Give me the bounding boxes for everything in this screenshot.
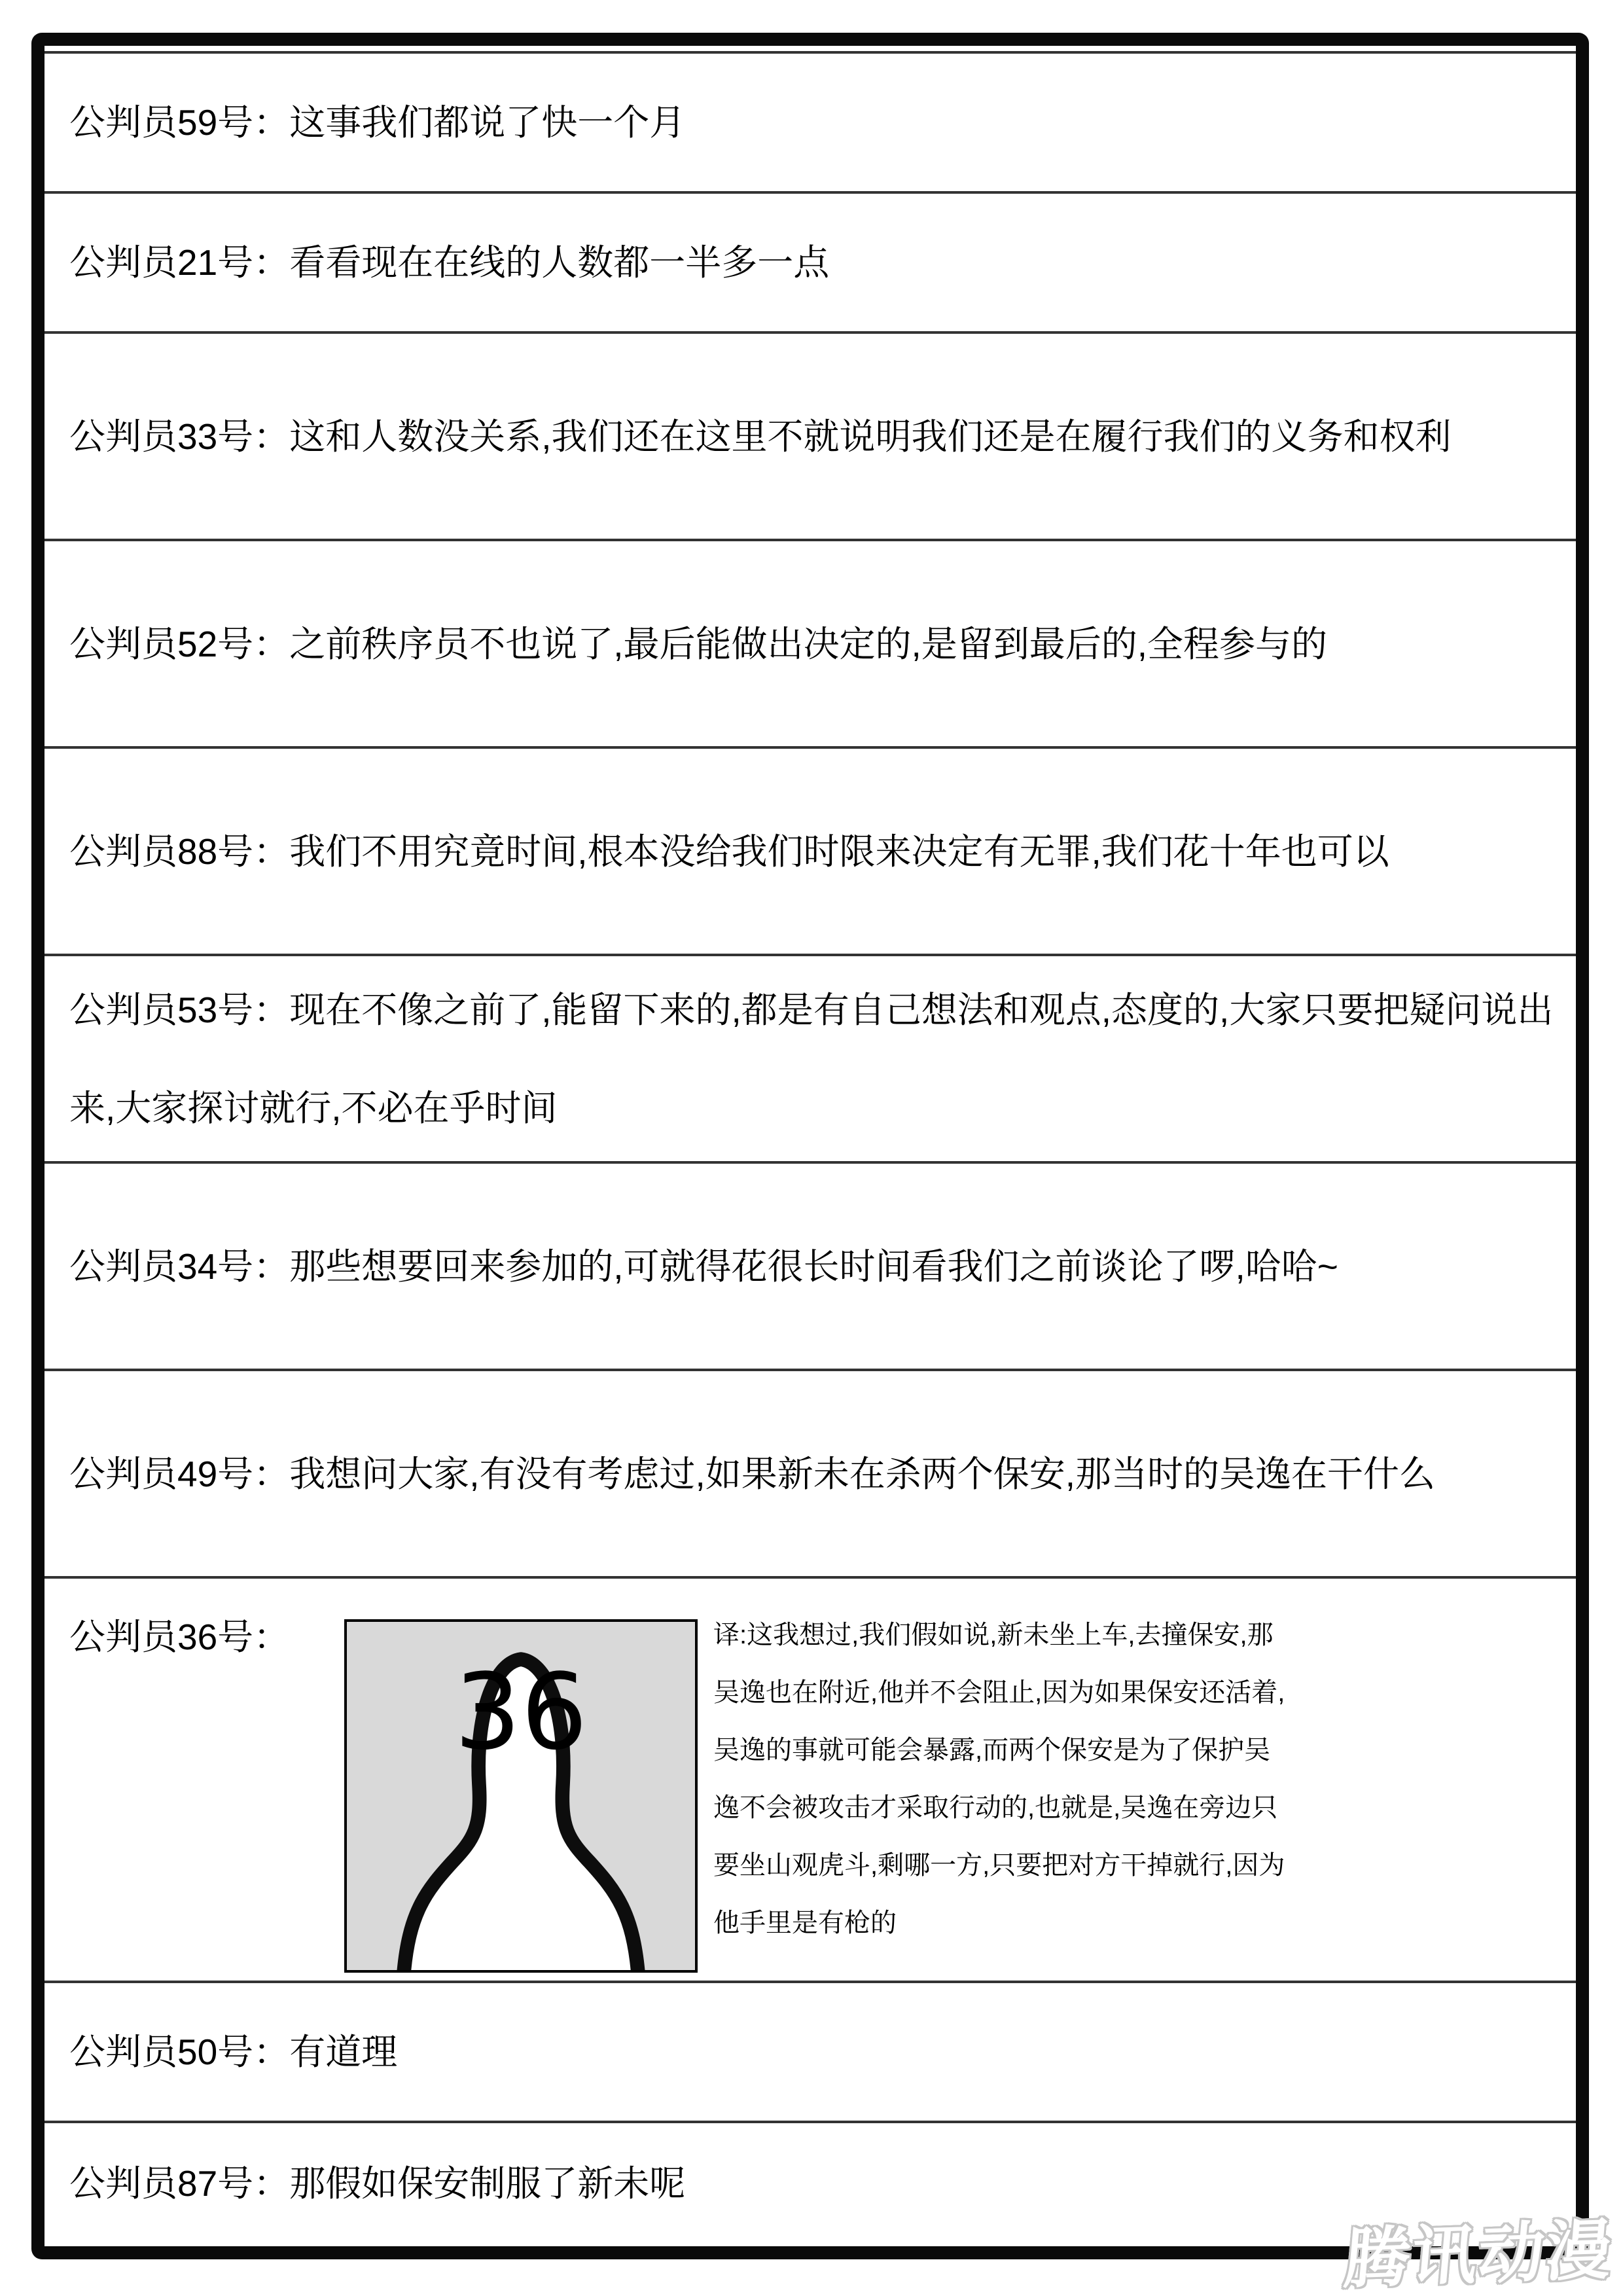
message-text: 之前秩序员不也说了,最后能做出决定的,是留到最后的,全程参与的 xyxy=(289,623,1328,664)
speaker-label: 公判员21号 xyxy=(69,242,254,283)
message-text: 那些想要回来参加的,可就得花很长时间看我们之前谈论了啰,哈哈~ xyxy=(289,1246,1338,1287)
speaker-label: 公判员34号 xyxy=(69,1246,254,1287)
speaker-colon: ： xyxy=(253,831,290,872)
speaker-label: 公判员88号 xyxy=(69,831,254,872)
speaker-label: 公判员52号 xyxy=(69,623,254,664)
message-line xyxy=(69,2134,685,2233)
chat-row xyxy=(45,1164,1576,1371)
speaker-colon: ： xyxy=(253,1246,290,1287)
chat-row xyxy=(45,956,1576,1164)
note-line: 逸不会被攻击才采取行动的,也就是,吴逸在旁边只 xyxy=(713,1793,1278,1822)
message-text: 这和人数没关系,我们还在这里不就说明我们还是在履行我们的义务和权利 xyxy=(289,416,1452,457)
chat-row-with-avatar xyxy=(45,1579,1576,1983)
chat-row xyxy=(45,194,1576,334)
speaker-label: 公判员49号 xyxy=(69,1453,254,1494)
note-line: 他手里是有枪的 xyxy=(713,1909,897,1937)
message-line xyxy=(69,1588,344,1686)
note-line: 吴逸也在附近,他并不会阻止,因为如果保安还活着, xyxy=(713,1678,1285,1707)
message-line xyxy=(69,2003,397,2101)
speaker-colon: ： xyxy=(253,989,290,1030)
chat-row xyxy=(45,541,1576,749)
chat-row xyxy=(45,54,1576,194)
speaker-label: 公判员36号 xyxy=(69,1617,254,1657)
chat-row xyxy=(45,749,1576,956)
speaker-label: 公判员87号 xyxy=(69,2163,254,2204)
message-line xyxy=(69,73,685,171)
message-text: 看看现在在线的人数都一半多一点 xyxy=(289,242,830,283)
translation-note xyxy=(713,1606,1556,1952)
message-line xyxy=(69,213,829,312)
speaker-label: 公判员50号 xyxy=(69,2032,254,2072)
message-line xyxy=(69,595,1327,693)
chat-row xyxy=(45,1371,1576,1579)
avatar-number: 36 xyxy=(454,1651,588,1773)
message-text: 现在不像之前了,能留下来的,都是有自己想法和观点,态度的,大家只要把疑问说出来,大家探讨就行,不必在乎时间 xyxy=(69,989,1554,1128)
speaker-label: 公判员53号 xyxy=(69,989,254,1030)
message-text: 这事我们都说了快一个月 xyxy=(289,102,686,143)
speaker-colon: ： xyxy=(253,242,290,283)
message-text: 我想问大家,有没有考虑过,如果新未在杀两个保安,那当时的吴逸在干什么 xyxy=(289,1453,1436,1494)
juror-36-avatar xyxy=(344,1619,698,1973)
message-line xyxy=(69,1425,1435,1523)
note-line: 吴逸的事就可能会暴露,而两个保安是为了保护吴 xyxy=(713,1736,1271,1765)
speaker-colon: ： xyxy=(253,623,290,664)
chat-row xyxy=(45,334,1576,541)
message-line xyxy=(69,961,1556,1157)
tencent-comics-watermark: 腾讯动漫 xyxy=(1341,2213,1616,2296)
chat-transcript xyxy=(45,51,1576,2244)
note-line: 译:这我想过,我们假如说,新未坐上车,去撞保安,那 xyxy=(713,1621,1274,1649)
message-text: 那假如保安制服了新未呢 xyxy=(289,2163,686,2204)
message-text: 我们不用究竟时间,根本没给我们时限来决定有无罪,我们花十年也可以 xyxy=(289,831,1389,872)
page-border xyxy=(31,33,1589,2259)
speaker-label: 公判员33号 xyxy=(69,416,254,457)
speaker-colon: ： xyxy=(253,1617,290,1657)
speaker-colon: ： xyxy=(253,2163,290,2204)
message-line xyxy=(69,387,1452,486)
message-line xyxy=(69,1217,1338,1316)
message-text: 有道理 xyxy=(289,2032,398,2072)
speaker-colon: ： xyxy=(253,102,290,143)
chat-row xyxy=(45,1983,1576,2123)
note-line: 要坐山观虎斗,剩哪一方,只要把对方干掉就行,因为 xyxy=(713,1851,1285,1880)
speaker-colon: ： xyxy=(253,416,290,457)
chat-row xyxy=(45,2123,1576,2244)
speaker-label: 公判员59号 xyxy=(69,102,254,143)
speaker-colon: ： xyxy=(253,2032,290,2072)
speaker-colon: ： xyxy=(253,1453,290,1494)
message-line xyxy=(69,802,1389,901)
